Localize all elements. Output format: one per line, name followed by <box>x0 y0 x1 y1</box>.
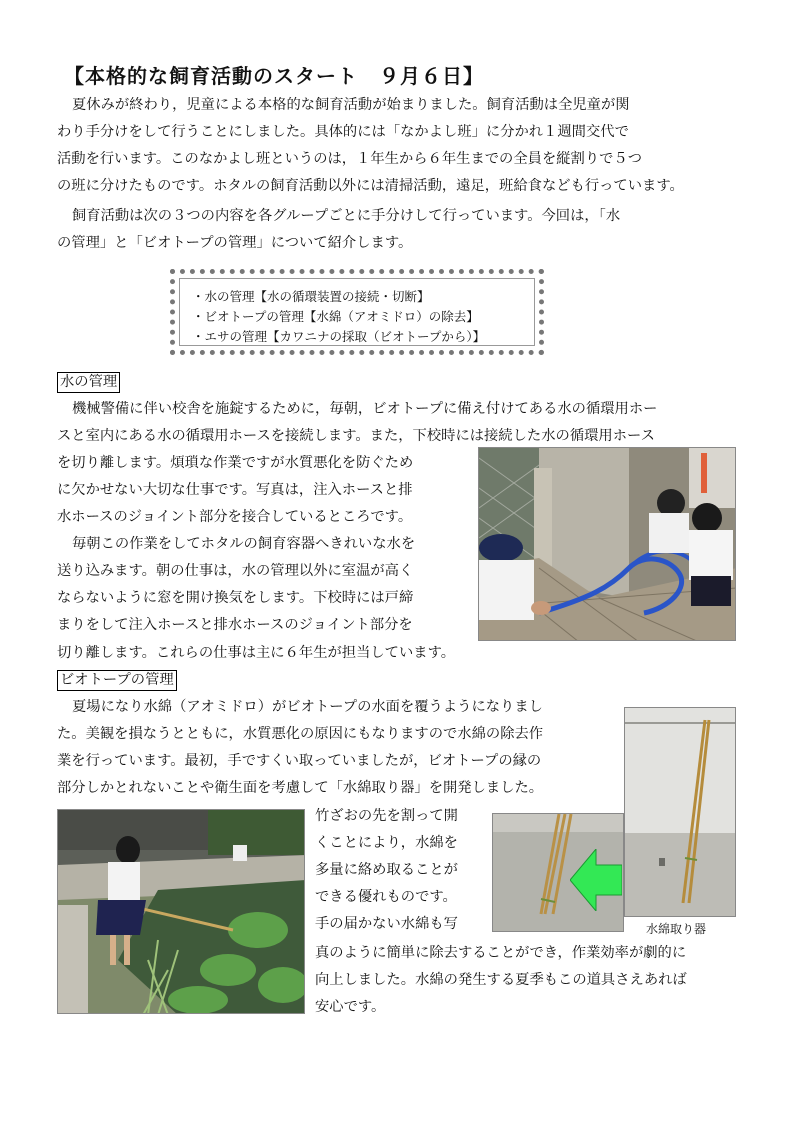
biotope-mid-line-5: 手の届かない水綿も写 <box>315 916 458 932</box>
task-list-box <box>170 269 544 355</box>
biotope-photo <box>57 809 305 1014</box>
biotope-end-line-2: 向上しました。水綿の発生する夏季もこの道具さえあれば <box>315 972 687 988</box>
water-line-3: を切り離します。煩瑣な作業ですが水質悪化を防ぐため <box>57 455 414 471</box>
bamboo-pole-photo <box>624 707 736 917</box>
intro-line-6: の管理」と「ビオトープの管理」について紹介します。 <box>57 235 413 251</box>
water-line-1: 機械警備に伴い校舎を施錠するために，毎朝，ビオトープに備え付けてある水の循環用ホー <box>72 401 658 417</box>
section-heading-biotope: ビオトープの管理 <box>57 670 177 691</box>
biotope-line-2: た。美観を損なうとともに，水質悪化の原因にもなりますので水綿の除去作 <box>57 726 544 742</box>
task-item-biotope: ・ビオトープの管理【水綿（アオミドロ）の除去】 <box>192 309 479 324</box>
page-title: 【本格的な飼育活動のスタート ９月６日】 <box>64 64 484 88</box>
water-line-8: ならないように窓を開け換気をします。下校時には戸締 <box>57 590 414 606</box>
intro-line-5: 飼育活動は次の３つの内容を各グループごとに手分けして行っています。今回は，「水 <box>72 208 621 224</box>
water-line-2: スと室内にある水の循環用ホースを接続します。また，下校時には接続した水の循環用ホース <box>57 428 655 444</box>
biotope-mid-line-4: できる優れものです。 <box>315 889 457 905</box>
water-line-7: 送り込みます。朝の仕事は，水の管理以外に室温が高く <box>57 563 414 579</box>
biotope-end-line-3: 安心です。 <box>315 999 386 1015</box>
biotope-mid-line-3: 多量に絡め取ることが <box>315 862 458 878</box>
task-item-feed: ・エサの管理【カワニナの採取（ビオトープから）】 <box>192 329 486 344</box>
biotope-line-3: 業を行っています。最初，手ですくい取っていましたが，ビオトープの縁の <box>57 753 542 769</box>
intro-line-1: 夏休みが終わり，児童による本格的な飼育活動が始まりました。飼育活動は全児童が関 <box>72 97 630 113</box>
intro-line-3: 活動を行います。このなかよし班というのは，１年生から６年生までの全員を縦割りで５つ <box>57 151 643 167</box>
intro-line-2: わり手分けをして行うことにしました。具体的には「なかよし班」に分かれ１週間交代で <box>57 124 629 140</box>
biotope-mid-line-2: くことにより，水綿を <box>315 835 458 851</box>
green-arrow-icon <box>570 849 622 911</box>
water-line-4: に欠かせない大切な仕事です。写真は，注入ホースと排 <box>57 482 413 498</box>
biotope-mid-line-1: 竹ざおの先を割って開 <box>315 808 458 824</box>
water-line-5: 水ホースのジョイント部分を接合しているところです。 <box>57 509 413 525</box>
intro-line-4: の班に分けたものです。ホタルの飼育活動以外には清掃活動，遠足，班給食なども行っています。 <box>57 178 684 194</box>
biotope-end-line-1: 真のように簡単に除去することができ，作業効率が劇的に <box>315 945 687 961</box>
section-heading-water: 水の管理 <box>57 372 120 393</box>
water-line-6: 毎朝この作業をしてホタルの飼育容器へきれいな水を <box>72 536 416 552</box>
water-line-9: まりをして注入ホースと排水ホースのジョイント部分を <box>57 617 413 633</box>
hose-connection-photo <box>478 447 736 641</box>
photo-caption: 水綿取り器 <box>646 922 707 936</box>
biotope-line-4: 部分しかとれないことや衛生面を考慮して「水綿取り器」を開発しました。 <box>57 780 544 796</box>
task-item-water: ・水の管理【水の循環装置の接続・切断】 <box>192 289 430 304</box>
biotope-line-1: 夏場になり水綿（アオミドロ）がビオトープの水面を覆うようになりまし <box>72 699 543 715</box>
water-line-10: 切り離します。これらの仕事は主に６年生が担当しています。 <box>57 645 456 661</box>
